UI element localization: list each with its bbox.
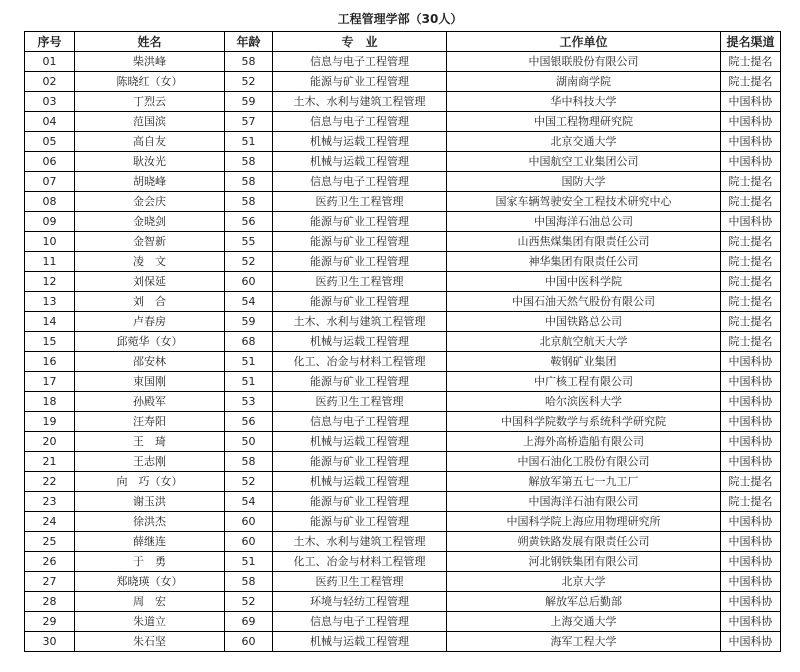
cell-org: 解放军第五七一九工厂 (447, 472, 721, 492)
cell-major: 机械与运载工程管理 (273, 432, 447, 452)
cell-major: 机械与运载工程管理 (273, 152, 447, 172)
cell-id: 16 (25, 352, 75, 372)
cell-major: 能源与矿业工程管理 (273, 492, 447, 512)
table-row (25, 52, 781, 72)
cell-org: 朔黄铁路发展有限责任公司 (447, 532, 721, 552)
cell-id: 15 (25, 332, 75, 352)
cell-channel: 中国科协 (721, 452, 781, 472)
cell-age: 60 (225, 512, 273, 532)
cell-channel: 中国科协 (721, 512, 781, 532)
table-row (25, 472, 781, 492)
cell-major: 信息与电子工程管理 (273, 612, 447, 632)
cell-channel: 中国科协 (721, 532, 781, 552)
cell-org: 中国石油化工股份有限公司 (447, 452, 721, 472)
header-row (25, 32, 781, 52)
cell-age: 68 (225, 332, 273, 352)
cell-org: 北京航空航天大学 (447, 332, 721, 352)
cell-name: 朱道立 (75, 612, 225, 632)
cell-id: 27 (25, 572, 75, 592)
cell-channel: 中国科协 (721, 152, 781, 172)
cell-id: 01 (25, 52, 75, 72)
cell-name: 金智新 (75, 232, 225, 252)
cell-channel: 中国科协 (721, 592, 781, 612)
cell-org: 鞍钢矿业集团 (447, 352, 721, 372)
cell-age: 60 (225, 632, 273, 652)
cell-major: 机械与运载工程管理 (273, 632, 447, 652)
table-row (25, 512, 781, 532)
cell-name: 卢春房 (75, 312, 225, 332)
cell-name: 刘 合 (75, 292, 225, 312)
header-name: 姓名 (75, 32, 225, 52)
cell-id: 13 (25, 292, 75, 312)
cell-org: 中国科学院上海应用物理研究所 (447, 512, 721, 532)
cell-channel: 中国科协 (721, 352, 781, 372)
cell-age: 59 (225, 92, 273, 112)
cell-major: 医药卫生工程管理 (273, 192, 447, 212)
cell-channel: 中国科协 (721, 392, 781, 412)
cell-name: 徐洪杰 (75, 512, 225, 532)
cell-id: 06 (25, 152, 75, 172)
cell-org: 哈尔滨医科大学 (447, 392, 721, 412)
table-row (25, 372, 781, 392)
cell-name: 柴洪峰 (75, 52, 225, 72)
table-row (25, 352, 781, 372)
cell-name: 陈晓红（女） (75, 72, 225, 92)
cell-id: 28 (25, 592, 75, 612)
table-row (25, 172, 781, 192)
cell-name: 邱菀华（女） (75, 332, 225, 352)
cell-age: 60 (225, 532, 273, 552)
cell-channel: 院士提名 (721, 252, 781, 272)
cell-age: 60 (225, 272, 273, 292)
cell-name: 王 琦 (75, 432, 225, 452)
table-row (25, 232, 781, 252)
table-row (25, 112, 781, 132)
cell-name: 谢玉洪 (75, 492, 225, 512)
cell-age: 59 (225, 312, 273, 332)
header-id: 序号 (25, 32, 75, 52)
cell-age: 54 (225, 492, 273, 512)
cell-age: 58 (225, 152, 273, 172)
table-row (25, 152, 781, 172)
cell-id: 30 (25, 632, 75, 652)
table-row (25, 592, 781, 612)
cell-channel: 中国科协 (721, 572, 781, 592)
cell-name: 王志刚 (75, 452, 225, 472)
cell-age: 58 (225, 52, 273, 72)
cell-org: 上海交通大学 (447, 612, 721, 632)
table-row (25, 552, 781, 572)
cell-id: 22 (25, 472, 75, 492)
cell-id: 20 (25, 432, 75, 452)
cell-channel: 中国科协 (721, 112, 781, 132)
cell-channel: 院士提名 (721, 492, 781, 512)
cell-org: 海军工程大学 (447, 632, 721, 652)
cell-id: 05 (25, 132, 75, 152)
cell-org: 中国海洋石油总公司 (447, 212, 721, 232)
cell-major: 土木、水利与建筑工程管理 (273, 532, 447, 552)
cell-age: 56 (225, 412, 273, 432)
cell-org: 上海外高桥造船有限公司 (447, 432, 721, 452)
cell-age: 58 (225, 452, 273, 472)
cell-age: 58 (225, 172, 273, 192)
table-row (25, 72, 781, 92)
cell-age: 55 (225, 232, 273, 252)
cell-age: 57 (225, 112, 273, 132)
cell-age: 52 (225, 72, 273, 92)
cell-age: 58 (225, 192, 273, 212)
cell-org: 湖南商学院 (447, 72, 721, 92)
cell-age: 51 (225, 132, 273, 152)
cell-age: 50 (225, 432, 273, 452)
cell-major: 信息与电子工程管理 (273, 52, 447, 72)
cell-name: 邵安林 (75, 352, 225, 372)
cell-org: 中国银联股份有限公司 (447, 52, 721, 72)
table-body (25, 52, 781, 652)
table-row (25, 132, 781, 152)
cell-major: 机械与运载工程管理 (273, 472, 447, 492)
cell-channel: 中国科协 (721, 612, 781, 632)
cell-channel: 院士提名 (721, 272, 781, 292)
cell-id: 24 (25, 512, 75, 532)
cell-id: 12 (25, 272, 75, 292)
cell-channel: 院士提名 (721, 292, 781, 312)
cell-age: 69 (225, 612, 273, 632)
table-row (25, 572, 781, 592)
cell-name: 高自友 (75, 132, 225, 152)
cell-channel: 中国科协 (721, 552, 781, 572)
cell-age: 52 (225, 252, 273, 272)
cell-major: 信息与电子工程管理 (273, 112, 447, 132)
cell-name: 向 巧（女） (75, 472, 225, 492)
cell-org: 中国中医科学院 (447, 272, 721, 292)
table-row (25, 412, 781, 432)
cell-channel: 院士提名 (721, 172, 781, 192)
cell-org: 中国工程物理研究院 (447, 112, 721, 132)
cell-id: 03 (25, 92, 75, 112)
cell-name: 于 勇 (75, 552, 225, 572)
cell-channel: 院士提名 (721, 192, 781, 212)
cell-name: 凌 文 (75, 252, 225, 272)
cell-id: 08 (25, 192, 75, 212)
cell-major: 土木、水利与建筑工程管理 (273, 312, 447, 332)
cell-channel: 中国科协 (721, 372, 781, 392)
cell-org: 山西焦煤集团有限责任公司 (447, 232, 721, 252)
cell-age: 52 (225, 472, 273, 492)
cell-org: 华中科技大学 (447, 92, 721, 112)
table-row (25, 392, 781, 412)
cell-id: 14 (25, 312, 75, 332)
table-row (25, 212, 781, 232)
cell-name: 束国刚 (75, 372, 225, 392)
cell-age: 52 (225, 592, 273, 612)
cell-name: 薛继连 (75, 532, 225, 552)
cell-channel: 中国科协 (721, 132, 781, 152)
cell-id: 11 (25, 252, 75, 272)
cell-age: 58 (225, 572, 273, 592)
cell-org: 河北钢铁集团有限公司 (447, 552, 721, 572)
cell-name: 刘保延 (75, 272, 225, 292)
cell-major: 信息与电子工程管理 (273, 412, 447, 432)
cell-major: 环境与轻纺工程管理 (273, 592, 447, 612)
cell-age: 56 (225, 212, 273, 232)
cell-major: 医药卫生工程管理 (273, 572, 447, 592)
cell-name: 周 宏 (75, 592, 225, 612)
header-channel: 提名渠道 (721, 32, 781, 52)
cell-org: 中国铁路总公司 (447, 312, 721, 332)
table-row (25, 532, 781, 552)
cell-major: 机械与运载工程管理 (273, 332, 447, 352)
cell-name: 金晓剑 (75, 212, 225, 232)
cell-major: 能源与矿业工程管理 (273, 232, 447, 252)
cell-major: 能源与矿业工程管理 (273, 72, 447, 92)
table-row (25, 612, 781, 632)
cell-org: 国家车辆驾驶安全工程技术研究中心 (447, 192, 721, 212)
table-row (25, 272, 781, 292)
cell-name: 胡晓峰 (75, 172, 225, 192)
cell-channel: 中国科协 (721, 432, 781, 452)
cell-age: 51 (225, 372, 273, 392)
table-row (25, 312, 781, 332)
cell-org: 国防大学 (447, 172, 721, 192)
cell-channel: 中国科协 (721, 92, 781, 112)
cell-age: 51 (225, 552, 273, 572)
cell-id: 19 (25, 412, 75, 432)
header-age: 年龄 (225, 32, 273, 52)
cell-id: 18 (25, 392, 75, 412)
table-row (25, 192, 781, 212)
cell-major: 化工、冶金与材料工程管理 (273, 552, 447, 572)
cell-name: 汪寿阳 (75, 412, 225, 432)
cell-major: 化工、冶金与材料工程管理 (273, 352, 447, 372)
cell-name: 郑晓瑛（女） (75, 572, 225, 592)
cell-major: 能源与矿业工程管理 (273, 512, 447, 532)
cell-channel: 院士提名 (721, 72, 781, 92)
cell-channel: 院士提名 (721, 232, 781, 252)
cell-id: 29 (25, 612, 75, 632)
cell-major: 医药卫生工程管理 (273, 392, 447, 412)
cell-major: 能源与矿业工程管理 (273, 292, 447, 312)
cell-id: 23 (25, 492, 75, 512)
cell-id: 09 (25, 212, 75, 232)
cell-major: 机械与运载工程管理 (273, 132, 447, 152)
cell-org: 解放军总后勤部 (447, 592, 721, 612)
header-major: 专 业 (273, 32, 447, 52)
table-row (25, 292, 781, 312)
cell-name: 耿汝光 (75, 152, 225, 172)
cell-channel: 中国科协 (721, 632, 781, 652)
cell-channel: 院士提名 (721, 312, 781, 332)
header-org: 工作单位 (447, 32, 721, 52)
cell-age: 53 (225, 392, 273, 412)
cell-org: 神华集团有限责任公司 (447, 252, 721, 272)
table-row (25, 252, 781, 272)
cell-org: 中国科学院数学与系统科学研究院 (447, 412, 721, 432)
table-row (25, 332, 781, 352)
cell-id: 02 (25, 72, 75, 92)
cell-id: 17 (25, 372, 75, 392)
cell-name: 丁烈云 (75, 92, 225, 112)
table-row (25, 452, 781, 472)
table-row (25, 492, 781, 512)
cell-org: 中国石油天然气股份有限公司 (447, 292, 721, 312)
cell-org: 中广核工程有限公司 (447, 372, 721, 392)
cell-major: 能源与矿业工程管理 (273, 252, 447, 272)
cell-id: 10 (25, 232, 75, 252)
cell-major: 医药卫生工程管理 (273, 272, 447, 292)
cell-age: 51 (225, 352, 273, 372)
cell-org: 中国航空工业集团公司 (447, 152, 721, 172)
cell-name: 范国滨 (75, 112, 225, 132)
cell-id: 21 (25, 452, 75, 472)
cell-id: 25 (25, 532, 75, 552)
cell-major: 能源与矿业工程管理 (273, 452, 447, 472)
cell-major: 土木、水利与建筑工程管理 (273, 92, 447, 112)
cell-org: 北京大学 (447, 572, 721, 592)
cell-age: 54 (225, 292, 273, 312)
cell-channel: 中国科协 (721, 412, 781, 432)
member-table (24, 31, 781, 652)
table-title: 工程管理学部（30人） (337, 12, 463, 26)
cell-id: 26 (25, 552, 75, 572)
table-row (25, 632, 781, 652)
cell-id: 04 (25, 112, 75, 132)
table-row (25, 432, 781, 452)
cell-major: 能源与矿业工程管理 (273, 212, 447, 232)
table-row (25, 92, 781, 112)
cell-major: 能源与矿业工程管理 (273, 372, 447, 392)
cell-channel: 院士提名 (721, 332, 781, 352)
cell-major: 信息与电子工程管理 (273, 172, 447, 192)
cell-channel: 院士提名 (721, 52, 781, 72)
cell-name: 孙殿军 (75, 392, 225, 412)
cell-org: 中国海洋石油有限公司 (447, 492, 721, 512)
cell-name: 朱石坚 (75, 632, 225, 652)
cell-org: 北京交通大学 (447, 132, 721, 152)
cell-channel: 院士提名 (721, 472, 781, 492)
cell-channel: 中国科协 (721, 212, 781, 232)
cell-id: 07 (25, 172, 75, 192)
cell-name: 金会庆 (75, 192, 225, 212)
